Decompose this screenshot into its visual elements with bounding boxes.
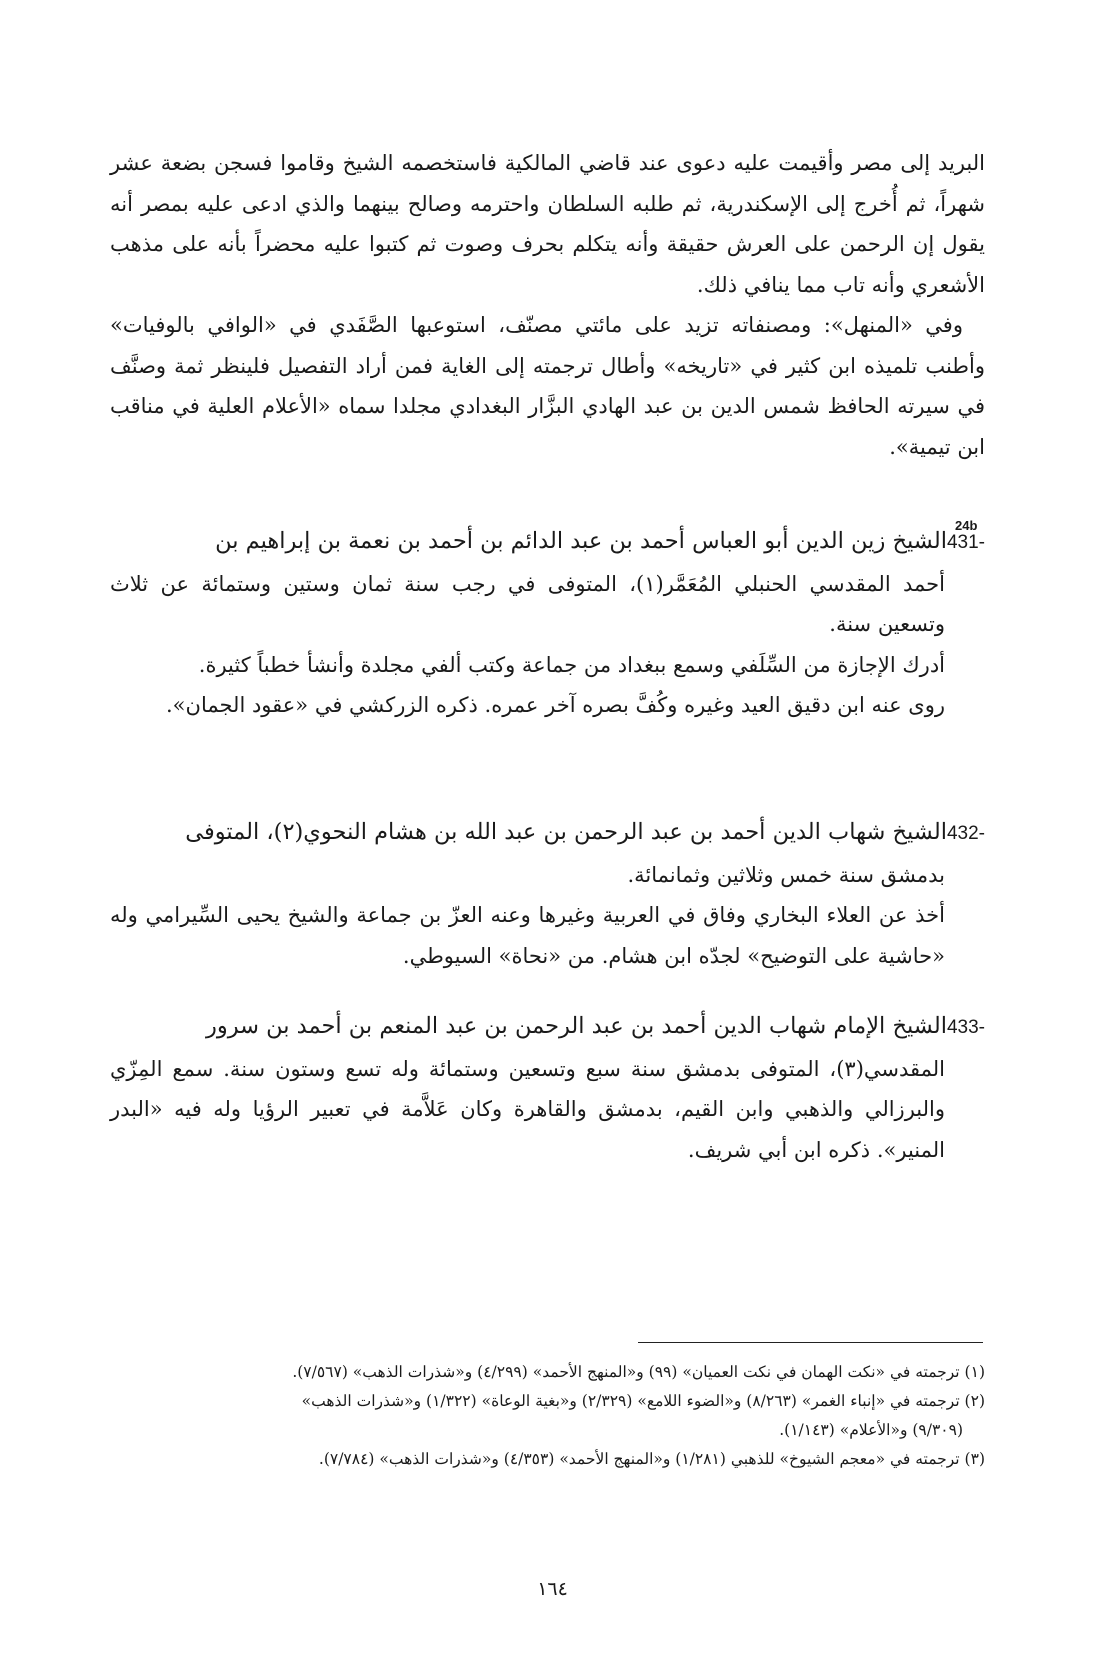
footnotes [110, 1358, 985, 1474]
footnote-2: (٢) ترجمته في «إنباء الغمر» (٨/٢٦٣) و«الضوء اللامع» (٢/٣٢٩) و«بغية الوعاة» (١/٣٢٢) و«شذرات الذهب» [301, 1392, 985, 1410]
entry-432 [110, 812, 985, 976]
entry-paragraph: روى عنه ابن دقيق العيد وغيره وكُفَّ بصره آخر عمره. ذكره الزركشي في «عقود الجمان». [166, 693, 945, 717]
entry-heading-text: الشيخ الإمام شهاب الدين أحمد بن عبد الرحمن بن عبد المنعم بن أحمد بن سرور [205, 1013, 947, 1039]
page-number: ١٦٤ [537, 1578, 568, 1600]
entry-number: 431- [946, 532, 985, 553]
intro-paragraph: البريد إلى مصر وأقيمت عليه دعوى عند قاضي المالكية فاستخصمه الشيخ وقاموا فسجن بضعة عشر شهراً، ثم أُخرج إلى الإسكندرية، ثم طلبه السلطان واحترمه وصالح بينهما والذي ادعى عليه بمصر أنه يقول إن الرحمن على العرش حقيقة وأنه يتكلم بحرف وصوت ثم كتبوا عليه محضراً بأنه على مذهب الأشعري وأنه تاب مما ينافي ذلك. [110, 151, 985, 297]
entry-continuation: المقدسي(٣)، المتوفى بدمشق سنة سبع وتسعين وستمائة وله تسع وستون سنة. سمع المِزّي والبرزالي والذهبي وابن القيم، بدمشق والقاهرة وكان عَلاَّمة في تعبير الرؤيا وله فيه «البدر المنير». ذكره ابن أبي شريف. [110, 1056, 945, 1162]
footnote-3: (٣) ترجمته في «معجم الشيوخ» للذهبي (١/٢٨١) و«المنهج الأحمد» (٤/٣٥٣) و«شذرات الذهب» (٧/٧٨٤). [318, 1450, 985, 1468]
entry-433 [110, 1006, 985, 1170]
entry-heading [110, 812, 985, 855]
entry-heading [110, 521, 985, 564]
entry-heading-text: الشيخ زين الدين أبو العباس أحمد بن عبد الدائم بن أحمد بن نعمة بن إبراهيم بن [215, 528, 947, 554]
intro-paragraph: وفي «المنهل»: ومصنفاته تزيد على مائتي مصنّف، استوعبها الصَّفَدي في «الوافي بالوفيات» وأطنب تلميذه ابن كثير في «تاريخه» وأطال ترجمته إلى الغاية فمن أراد التفصيل فلينظر ثمة وصنَّف في سيرته الحافظ شمس الدين بن عبد الهادي البزَّار البغدادي مجلدا سماه «الأعلام العلية في مناقب ابن تيمية». [110, 313, 985, 459]
footnote-divider [638, 1342, 983, 1343]
entry-431 [110, 521, 985, 726]
entry-paragraph: أخذ عن العلاء البخاري وفاق في العربية وغيرها وعنه العزّ بن جماعة والشيخ يحيى السِّيرامي وله «حاشية على التوضيح» لجدّه ابن هشام. من «نحاة» السيوطي. [110, 903, 945, 968]
entry-number: 433- [946, 1017, 985, 1038]
footnote-1: (١) ترجمته في «نكت الهمان في نكت العميان» (٩٩) و«المنهج الأحمد» (٤/٢٩٩) و«شذرات الذهب» (٧/٥٦٧). [292, 1363, 985, 1381]
entry-continuation: بدمشق سنة خمس وثلاثين وثمانمائة. [627, 862, 945, 887]
footnote-2-continuation: (٩/٣٠٩) و«الأعلام» (١/١٤٣). [779, 1421, 963, 1439]
entry-number: 432- [946, 823, 985, 844]
entry-heading-text: الشيخ شهاب الدين أحمد بن عبد الرحمن بن عبد الله بن هشام النحوي(٢)، المتوفى [185, 819, 947, 845]
folio-marker: 24b [955, 518, 978, 533]
entry-continuation: أحمد المقدسي الحنبلي المُعَمَّر(١)، المتوفى في رجب سنة ثمان وستين وستمائة عن ثلاث وتسعين سنة. [110, 571, 945, 636]
entry-paragraph: أدرك الإجازة من السِّلَفي وسمع ببغداد من جماعة وكتب ألفي مجلدة وأنشأ خطباً كثيرة. [198, 652, 945, 677]
entry-heading [110, 1006, 985, 1049]
intro-text [110, 143, 985, 467]
